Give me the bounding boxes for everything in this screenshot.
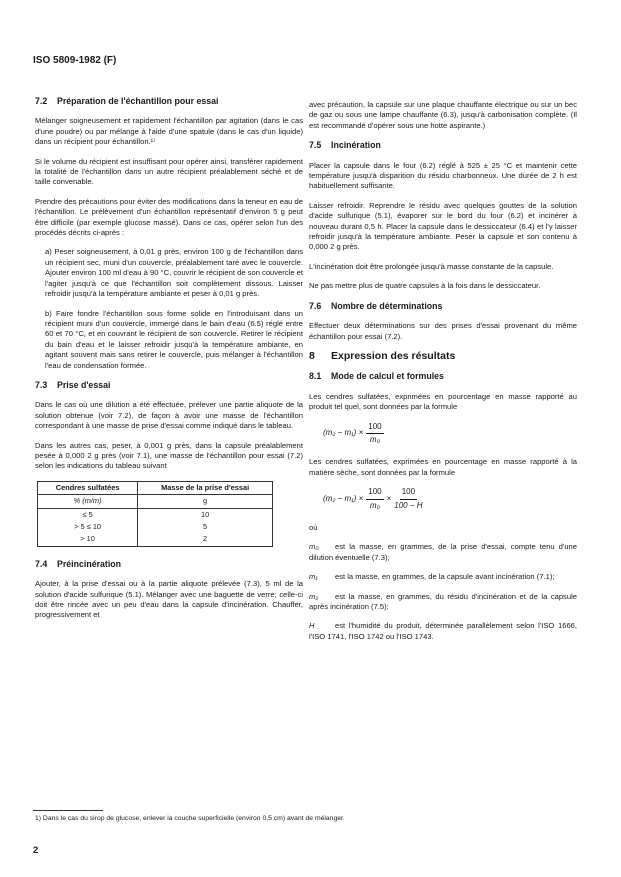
section-8-heading: 8 Expression des résultats <box>309 349 456 362</box>
paragraph: avec précaution, la capsule sur une plaque chauffante électrique ou sur un bec de gaz ou sous une lampe chauffante (6.3), jusqu'à carbonisation complète. (Il est recommandé d'opérer sous une hotte aspirante.) <box>309 100 577 130</box>
test-portion-table <box>37 481 273 547</box>
page-number: 2 <box>33 845 39 856</box>
procedure-b: b) Faire fondre l'échantillon sous forme solide en l'introduisant dans un récipient muni d'un couvercle, immergé dans le bain d'eau (6.5) réglé entre 60 et 70 °C, et en couvrant le récipient de son couvercle. Retirer le récipient du bain d'eau et le laisser refroidir jusqu'à la température ambiante, en agitant souvent mais sans retirer le couvercle, puis mélanger à l'échantillon l'eau de condensation formée. <box>45 308 303 370</box>
footnote-rule <box>33 810 103 811</box>
paragraph: Dans les autres cas, peser, à 0,001 g près, dans la capsule préalablement pesée à 0,000 2 g près (voir 7.1), une masse de l'échantillon pour essai (7.2) selon les indications du tableau suivant <box>35 440 303 471</box>
section-7-4-heading: 7.4 Préincinération <box>35 558 122 569</box>
table-cell: 5 <box>138 521 273 533</box>
paragraph: Prendre des précautions pour éviter des modifications dans la teneur en eau de l'échantillon. Le prélèvement d'un échantillon représentatif d'environ 5 g peut être difficile (par exemple glucose massé). Dans ce cas, opérer selon l'un des procédés décrits ci-après : <box>35 196 303 238</box>
paragraph: L'incinération doit être prolongée jusqu'à masse constante de la capsule. <box>309 261 554 271</box>
table-unit: % (m/m) <box>38 495 138 508</box>
table-cell: 2 <box>138 533 273 546</box>
section-7-6-heading: 7.6 Nombre de déterminations <box>309 300 443 311</box>
table-cell: 10 <box>138 508 273 521</box>
table-unit: g <box>138 495 273 508</box>
formula-dry-matter: (m₂ − m₁) × $\frac{100}{\text{m₀}}$ × $\frac{100}{100 - H}$ <box>323 487 423 510</box>
section-7-5-heading: 7.5 Incinération <box>309 140 381 151</box>
paragraph: Ajouter, à la prise d'essai ou à la partie aliquote prélevée (7.3), 5 ml de la solution d'acide sulfurique (5.1). Mélanger avec une baguette de verre; celle-ci doit être rincée avec un peu d'eau dans la capsule d'incinération. Chauffer, progressivement et <box>35 579 303 620</box>
paragraph: Si le volume du récipient est insuffisant pour opérer ainsi, transférer rapidement la totalité de l'échantillon dans un autre récipient préalablement séché et de taille convenable. <box>35 156 303 187</box>
procedure-a: a) Peser soigneusement, à 0,01 g près, environ 100 g de l'échantillon dans un récipient sec, muni d'un couvercle, préalablement taré avec le couvercle. Ajouter environ 100 ml d'eau à 90 °C, couvrir le récipient de son couvercle et l'agiter jusqu'à ce que l'échantillon soit complètement dissous. Laisser refroidir jusqu'à la température ambiante et peser à 0,01 g près. <box>45 247 303 299</box>
paragraph: Placer la capsule dans le four (6.2) réglé à 525 ± 25 °C et maintenir cette température jusqu'à disparition du résidu charbonneux. Une durée de 2 h est habituellement suffisante. <box>309 160 577 191</box>
paragraph: Dans le cas où une dilution a été effectuée, prélever une partie aliquote de la solution obtenue (voir 7.2), de façon à avoir une masse de l'échantillon correspondant à une masse de prise d'essai comme indiqué dans le tableau. <box>35 400 303 431</box>
paragraph: Effectuer deux déterminations sur des prises d'essai provenant du même échantillon pour essai (7.2). <box>309 321 577 341</box>
paragraph: Les cendres sulfatées, exprimées en pourcentage en masse rapporté à la matière sèche, sont données par la formule <box>309 457 577 477</box>
table-header: Masse de la prise d'essai <box>138 481 273 494</box>
left-column <box>35 90 303 630</box>
right-column <box>309 100 577 651</box>
paragraph: Laisser refroidir. Reprendre le résidu avec quelques gouttes de la solution d'acide sulfurique (5.1), évaporer sur le bord du four (6.2) et incinérer à nouveau durant 0,5 h. Placer la capsule dans le dessiccateur (6.4) et l'y laisser refroidir jusqu'à la température ambiante. Peser la capsule et son contenu à 0,000 2 g près. <box>309 200 577 252</box>
paragraph: Mélanger soigneusement et rapidement l'échantillon par agitation (dans le cas d'une poudre) ou par mélange à l'aide d'une spatule (dans le cas d'un liquide) dans un récipient pour échantillon.¹⁾ <box>35 116 303 147</box>
paragraph: Ne pas mettre plus de quatre capsules à la fois dans le dessiccateur. <box>309 281 541 291</box>
document-id: ISO 5809-1982 (F) <box>33 55 117 66</box>
definition-m2: m₂ est la masse, en grammes, du résidu d'incinération et de la capsule après incinération (7.5); <box>309 591 577 611</box>
table-header: Cendres sulfatées <box>38 481 138 494</box>
definition-h: H est l'humidité du produit, déterminée parallèlement selon l'ISO 1666, l'ISO 1741, l'ISO 1742 ou l'ISO 1743. <box>309 621 577 641</box>
definition-m1: m₁ est la masse, en grammes, de la capsule avant incinération (7.1); <box>309 572 555 582</box>
section-7-3-heading: 7.3 Prise d'essai <box>35 379 111 390</box>
table-cell: > 10 <box>38 533 138 546</box>
definition-m0: m₀ est la masse, en grammes, de la prise d'essai, compte tenu d'une dilution éventuelle (7.3); <box>309 542 577 562</box>
footnote: 1) Dans le cas du sirop de glucose, enlever la couche superficielle (environ 0,5 cm) avant de mélanger. <box>35 815 345 822</box>
table-cell: ≤ 5 <box>38 508 138 521</box>
table-cell: > 5 ≤ 10 <box>38 521 138 533</box>
where-label: où <box>309 522 318 532</box>
section-7-2-heading: 7.2 Préparation de l'échantillon pour essai <box>35 96 219 106</box>
paragraph: Les cendres sulfatées, exprimées en pourcentage en masse rapporté au produit tel quel, sont données par la formule <box>309 391 577 412</box>
formula-as-is: (m₂ − m₁) × $\frac{100}{\text{m₀}}$ <box>323 421 382 444</box>
section-8-1-heading: 8.1 Mode de calcul et formules <box>309 371 444 382</box>
